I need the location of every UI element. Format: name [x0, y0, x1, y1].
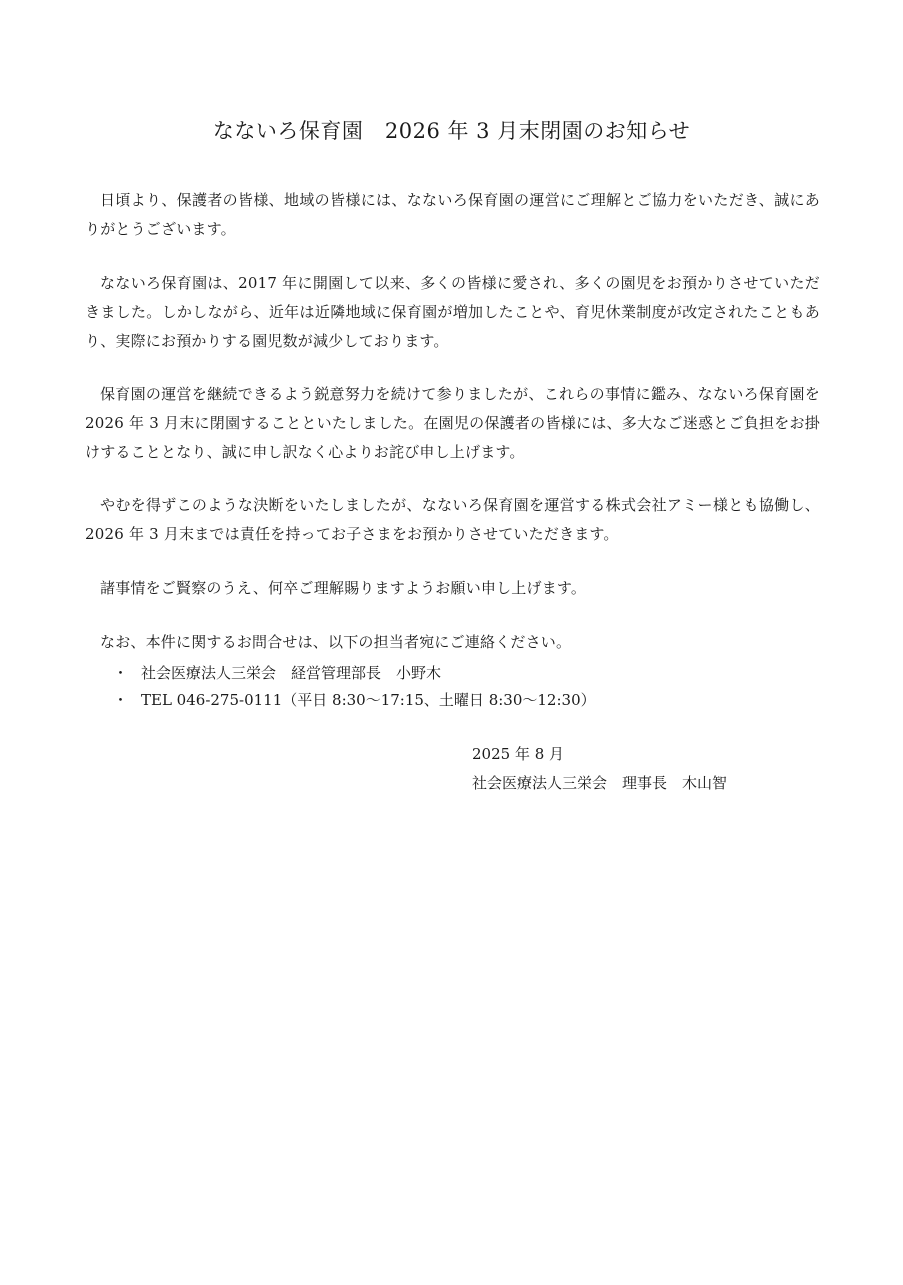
contact-phone-text: TEL 046-275-0111（平日 8:30～17:15、土曜日 8:30～12:30） — [141, 691, 596, 709]
paragraph-closure-decision: 保育園の運営を継続できるよう鋭意努力を続けて参りましたが、これらの事情に鑑み、なないろ保育園を 2026 年 3 月末に閉園することといたしました。在園児の保護者の皆様には、多大なご迷惑とご負担をお掛けすることとなり、誠に申し訳なく心よりお詫び申し上げます。 — [85, 385, 820, 461]
paragraph-greeting: 日頃より、保護者の皆様、地域の皆様には、なないろ保育園の運営にご理解とご協力をいただき、誠にありがとうございます。 — [85, 191, 820, 238]
contact-item-person — [113, 659, 813, 688]
paragraph-background: なないろ保育園は、2017 年に開園して以来、多くの皆様に愛され、多くの園児をお預かりさせていただきました。しかしながら、近年は近隣地域に保育園が増加したことや、育児休業制度が改定されたこともあり、実際にお預かりする園児数が減少しております。 — [85, 274, 820, 350]
contact-item-phone — [113, 686, 813, 715]
paragraph-commitment: やむを得ずこのような決断をいたしましたが、なないろ保育園を運営する株式会社アミー様とも協働し、2026 年 3 月末までは責任を持ってお子さまをお預かりさせていただきます。 — [85, 496, 820, 543]
signature-signer: 社会医療法人三栄会 理事長 木山智 — [472, 774, 728, 792]
paragraph-contact-intro: なお、本件に関するお問合せは、以下の担当者宛にご連絡ください。 — [100, 633, 572, 651]
bullet-icon: ・ — [113, 664, 129, 682]
signature-date: 2025 年 8 月 — [472, 745, 565, 763]
document-title: なないろ保育園 2026 年 3 月末閉園のお知らせ — [212, 119, 691, 143]
bullet-icon: ・ — [113, 691, 129, 709]
contact-person-text: 社会医療法人三栄会 経営管理部長 小野木 — [141, 664, 442, 682]
paragraph-request: 諸事情をご賢察のうえ、何卒ご理解賜りますようお願い申し上げます。 — [100, 579, 587, 597]
